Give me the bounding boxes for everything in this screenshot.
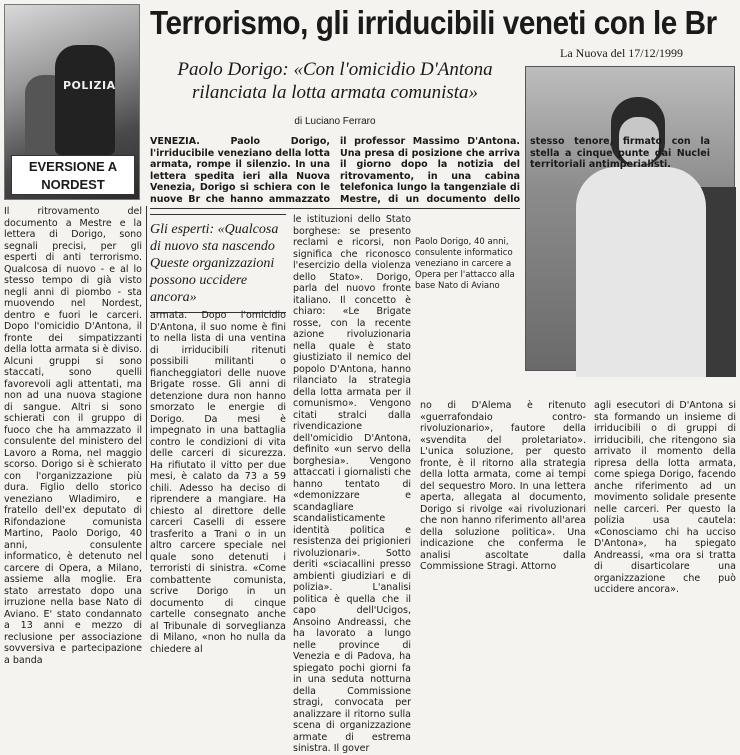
divider	[150, 208, 520, 209]
subheadline: Paolo Dorigo: «Con l'omicidio D'Antona rilanciata la lotta armata comunista»	[177, 59, 493, 103]
photo-figure-policeman	[55, 45, 115, 155]
photo-portrait	[525, 66, 735, 371]
intro-paragraph: VENEZIA. Paolo Dorigo, l'irriducibile veneziano della lotta armata, rompe il silenzio. In una lettera spedita ieri alla Nuova Venezia, Dorigo si schiera con le nuove Br che hanno ammazzato il professor Massimo D'Antona. Una presa di posizione che arriva il giorno dopo la notizia del ritrovamento, in una cabina telefonica lungo la tangenziale di Mestre, di un documento dello	[150, 136, 520, 205]
byline: di Luciano Ferraro	[294, 116, 376, 127]
column-divider	[146, 206, 147, 560]
photo-uniform-text: POLIZIA	[63, 79, 116, 92]
article-column-bottom-a: no di D'Alema è ritenuto «guerrafondaio contro-rivoluzionario», fautore della «svendita del proletariato». L'unica soluzione, per questo fronte, è il ritorno alla strategia della lotta armata, come ai tempi del sequestro Moro. In una lettera aperta, allegata al documento, Dorigo si rivolge «ai rivoluzionari che non hanno riferimento all'area della soluzione politica». Una indicazione che conferma le analisi ascoltate dalla Commissione Stragi. Attorno	[420, 400, 586, 572]
photo-body	[576, 167, 706, 377]
source-label: La Nuova del 17/12/1999	[560, 46, 683, 60]
article-column-middle: armata. Dopo l'omicidio D'Antona, il suo nome è fini to nella lista di una ventina di irriducibili ritenuti possibili militanti o fiancheggiatori delle nuove Brigate rosse. Gli anni di detenzione dura non hanno smorzato le energie di Dorigo. Da mesi è impegnato in una battaglia contro le condizioni di vita delle carceri di sicurezza. Ha rifiutato il vitto per due mesi, è calato da 73 a 59 chili. Adesso ha deciso di riprendere a mangiare. Ha chiesto al direttore delle carceri Caselli di essere trasferito a Trani o in un altro carcere speciale nel quale sono detenuti i terroristi di sinistra. «Come combattente comunista, scrive Dorigo in un documento di cinque cartelle consegnato anche al Tribunale di sorveglianza di Milano, «non ho nulla da chiedere al	[150, 310, 286, 655]
article-column-center: le istituzioni dello Stato borghese: se presento reclami e ricorsi, non significa che riconosco l'esercizio della violenza dello Stato». Dorigo, parla del nuovo fronte italiano. Il concetto è chiaro: «Le Brigate rosse, con la recente azione rivoluzionaria nella quale è stato giustiziato il nemico del popolo D'Antona, hanno rilanciato la strategia della lotta armata per il comunismo». Vengono citati stralci dalla rivendicazione dell'omicidio D'Antona, definito «un servo della borghesia». Vengono attaccati i giornalisti che hanno tentato di «demonizzare e scandagliare scandalisticamente identità politica e resistenza dei prigionieri rivoluzionari». Sotto deriti «sciacallini presso ambienti giudiziari e di polizia». L'analisi politica è quella che il capo dell'Ucigos, Ansoino Andreassi, che ha lavorato a lungo nelle province di Venezia e di Padova, ha spiegato pochi giorni fa in una seduta notturna della Commissione stragi, convocata per analizzare il ritorno sulla scena di organizzazione armate di estrema sinistra. Il gover	[293, 214, 411, 754]
headline: Terrorismo, gli irriducibili veneti con le Br	[150, 4, 717, 41]
article-column-bottom-b: agli esecutori di D'Antona si sta formando un insieme di irriducibili o di gruppi di irriducibili, che ritengono sia arrivato il momento della ripresa della lotta armata, come spiega Dorigo, facendo anche riferimento ad un movimento solidale presente nelle carceri. Per questo la polizia usa cautela: «Conosciamo chi ha ucciso D'Antona», ha spiegato Andreassi, «ma ora si tratta di disarticolare una organizzazione che può uccidere ancora».	[594, 400, 736, 595]
pull-quote: Gli esperti: «Qualcosa di nuovo sta nascendo Queste organizzazioni possono uccidere ancora»	[150, 214, 286, 313]
article-column-left: Il ritrovamento del documento a Mestre e la lettera di Dorigo, sono segnali precisi, per gli esperti di anti terrorismo. Qualcosa di nuovo - e al lo stesso tempo di già visto negli anni di piombo - sta muovendo nel Nordest, dentro e fuori le carceri. Dopo l'omicidio D'Antona, il fronte dei simpatizzanti della lotta armata si è diviso. Alcuni gruppi si sono staccati, sono quelli favorevoli agli attentati, ma non ad una nuova stagione di sangue. Altri si sono schierati con il gruppo di fuoco che ha ammazzato il consulente del ministero del Lavoro a Roma, nel maggio scorso. Dorigo si è schierato con l'organizzazione più dura. Figlio dello storico veneziano Wladimiro, e fratello dell'ex deputato di Rifondazione comunista Martino, Paolo Dorigo, 40 anni, consulente informatico, è detenuto nel carcere di Opera, a Milano, assieme alla moglie. Era stato arrestato dopo una irruzione nella base Nato di Aviano. E' stato condannato a 13 anni e mezzo di reclusione per associazione sovversiva e partecipazione a banda	[4, 206, 142, 666]
photo-caption: Paolo Dorigo, 40 anni, consulente informatico veneziano in carcere a Opera per l'attacco alla base Nato di Aviano	[415, 237, 515, 291]
photo-caption-box: EVERSIONE A NORDEST	[11, 155, 135, 195]
photo-police	[4, 4, 140, 200]
